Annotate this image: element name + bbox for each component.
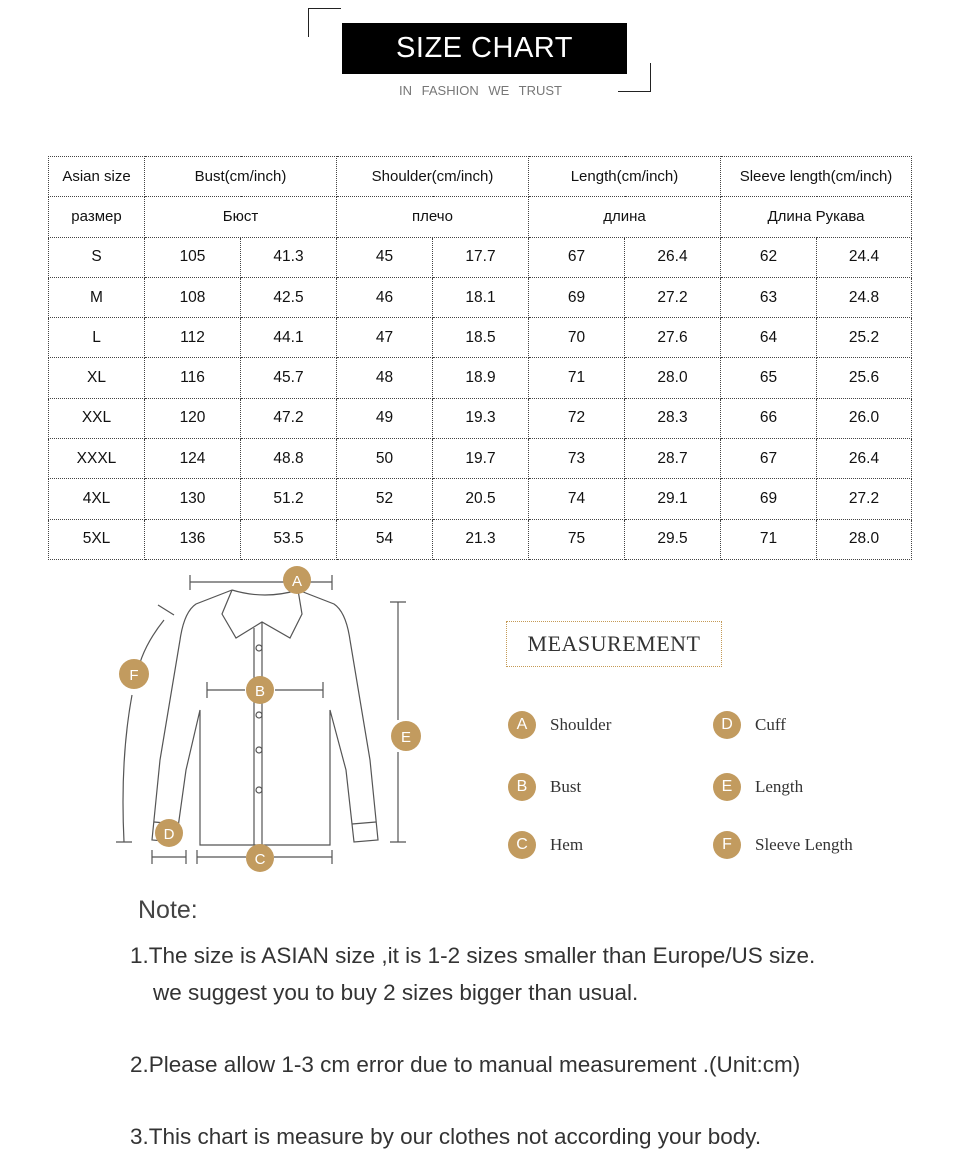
- measurement-title: MEASUREMENT: [506, 621, 722, 667]
- table-cell: 28.7: [625, 439, 721, 479]
- table-header-cell: плечо: [337, 197, 529, 237]
- legend-item-bust: [508, 773, 581, 801]
- table-row: [49, 519, 912, 559]
- table-cell: 18.5: [433, 318, 529, 358]
- table-cell: XXL: [49, 398, 145, 438]
- table-cell: 63: [721, 277, 817, 317]
- table-cell: 24.8: [817, 277, 912, 317]
- table-cell: 47.2: [241, 398, 337, 438]
- table-header-cell: Shoulder(cm/inch): [337, 157, 529, 197]
- table-cell: 71: [721, 519, 817, 559]
- notes-title: Note:: [138, 896, 198, 924]
- corner-decoration-top-left: [308, 8, 341, 37]
- table-header-cell: Length(cm/inch): [529, 157, 721, 197]
- badge-d-label: D: [163, 826, 175, 843]
- legend-label: Bust: [550, 777, 582, 796]
- table-cell: 49: [337, 398, 433, 438]
- table-cell: 52: [337, 479, 433, 519]
- table-cell: 27.2: [817, 479, 912, 519]
- table-cell: 136: [145, 519, 241, 559]
- note-line-2: 2.Please allow 1-3 cm error due to manual measurement .(Unit:cm): [130, 1052, 801, 1077]
- legend-label: Length: [755, 777, 804, 796]
- table-cell: 70: [529, 318, 625, 358]
- table-cell: S: [49, 237, 145, 277]
- table-cell: M: [49, 277, 145, 317]
- shirt-outline-icon: [152, 590, 378, 845]
- table-cell: 65: [721, 358, 817, 398]
- table-cell: 19.7: [433, 439, 529, 479]
- table-cell: 54: [337, 519, 433, 559]
- table-cell: 28.0: [817, 519, 912, 559]
- table-cell: 27.6: [625, 318, 721, 358]
- table-cell: 19.3: [433, 398, 529, 438]
- table-cell: 130: [145, 479, 241, 519]
- corner-decoration-bottom-right: [618, 63, 651, 92]
- table-cell: 48: [337, 358, 433, 398]
- table-cell: 26.0: [817, 398, 912, 438]
- table-cell: 50: [337, 439, 433, 479]
- table-cell: 108: [145, 277, 241, 317]
- table-cell: 42.5: [241, 277, 337, 317]
- table-cell: 20.5: [433, 479, 529, 519]
- note-line-1b: we suggest you to buy 2 sizes bigger than usual.: [153, 980, 639, 1005]
- page-title: SIZE CHART: [342, 23, 627, 74]
- table-row: [49, 398, 912, 438]
- legend-item-hem: [508, 831, 583, 859]
- table-header-row-ru: [49, 197, 912, 237]
- table-cell: 48.8: [241, 439, 337, 479]
- table-cell: 45.7: [241, 358, 337, 398]
- table-cell: XL: [49, 358, 145, 398]
- tagline: IN FASHION WE TRUST: [399, 83, 562, 98]
- table-cell: 45: [337, 237, 433, 277]
- shirt-measurement-diagram: [100, 560, 440, 890]
- table-header-cell: Sleeve length(cm/inch): [721, 157, 912, 197]
- legend-item-shoulder: [508, 711, 611, 739]
- table-cell: 69: [721, 479, 817, 519]
- table-cell: 124: [145, 439, 241, 479]
- table-row: [49, 277, 912, 317]
- table-cell: 25.6: [817, 358, 912, 398]
- table-cell: 28.0: [625, 358, 721, 398]
- badge-f-icon: F: [713, 831, 741, 859]
- table-cell: 28.3: [625, 398, 721, 438]
- table-cell: 27.2: [625, 277, 721, 317]
- table-row: [49, 479, 912, 519]
- table-cell: 47: [337, 318, 433, 358]
- table-cell: 67: [721, 439, 817, 479]
- legend-label: Shoulder: [550, 715, 612, 734]
- table-cell: XXXL: [49, 439, 145, 479]
- table-cell: 29.1: [625, 479, 721, 519]
- badge-f-label: F: [129, 667, 139, 684]
- table-cell: 51.2: [241, 479, 337, 519]
- badge-e-label: E: [400, 729, 412, 746]
- table-cell: 75: [529, 519, 625, 559]
- table-cell: 53.5: [241, 519, 337, 559]
- table-header-cell: Bust(cm/inch): [145, 157, 337, 197]
- table-cell: 69: [529, 277, 625, 317]
- table-cell: 44.1: [241, 318, 337, 358]
- table-cell: 71: [529, 358, 625, 398]
- table-cell: 17.7: [433, 237, 529, 277]
- badge-e-icon: E: [713, 773, 741, 801]
- table-cell: 46: [337, 277, 433, 317]
- table-cell: 73: [529, 439, 625, 479]
- table-row: [49, 237, 912, 277]
- badge-d-icon: D: [713, 711, 741, 739]
- table-cell: 64: [721, 318, 817, 358]
- table-row: [49, 358, 912, 398]
- table-cell: 116: [145, 358, 241, 398]
- note-line-1: 1.The size is ASIAN size ,it is 1-2 sizes smaller than Europe/US size.: [130, 943, 816, 968]
- table-cell: 72: [529, 398, 625, 438]
- table-cell: 18.9: [433, 358, 529, 398]
- badge-b-label: B: [254, 683, 266, 700]
- table-cell: 41.3: [241, 237, 337, 277]
- table-cell: 24.4: [817, 237, 912, 277]
- table-cell: 26.4: [625, 237, 721, 277]
- legend-item-length: [713, 773, 803, 801]
- table-cell: 21.3: [433, 519, 529, 559]
- table-row: [49, 318, 912, 358]
- table-header-cell: размер: [49, 197, 145, 237]
- table-cell: 74: [529, 479, 625, 519]
- table-cell: 112: [145, 318, 241, 358]
- table-cell: 66: [721, 398, 817, 438]
- table-cell: 105: [145, 237, 241, 277]
- table-header-cell: Бюст: [145, 197, 337, 237]
- badge-a-label: A: [291, 573, 303, 590]
- legend-label: Sleeve Length: [755, 835, 853, 854]
- legend-item-sleeve-length: [713, 831, 853, 859]
- table-cell: 67: [529, 237, 625, 277]
- table-header-cell: Длина Рукава: [721, 197, 912, 237]
- table-header-cell: Asian size: [49, 157, 145, 197]
- note-line-3: 3.This chart is measure by our clothes not according your body.: [130, 1124, 762, 1149]
- table-cell: 18.1: [433, 277, 529, 317]
- badge-c-label: C: [254, 851, 266, 868]
- size-table: [48, 156, 912, 560]
- legend-item-cuff: [713, 711, 786, 739]
- table-cell: 25.2: [817, 318, 912, 358]
- table-cell: 120: [145, 398, 241, 438]
- table-cell: 29.5: [625, 519, 721, 559]
- badge-a-icon: A: [508, 711, 536, 739]
- table-row: [49, 439, 912, 479]
- badge-b-icon: B: [508, 773, 536, 801]
- legend-label: Cuff: [755, 715, 786, 734]
- legend-label: Hem: [550, 835, 584, 854]
- table-cell: L: [49, 318, 145, 358]
- table-cell: 26.4: [817, 439, 912, 479]
- table-header-cell: длина: [529, 197, 721, 237]
- table-cell: 62: [721, 237, 817, 277]
- badge-c-icon: C: [508, 831, 536, 859]
- table-cell: 5XL: [49, 519, 145, 559]
- table-cell: 4XL: [49, 479, 145, 519]
- table-header-row-en: [49, 157, 912, 197]
